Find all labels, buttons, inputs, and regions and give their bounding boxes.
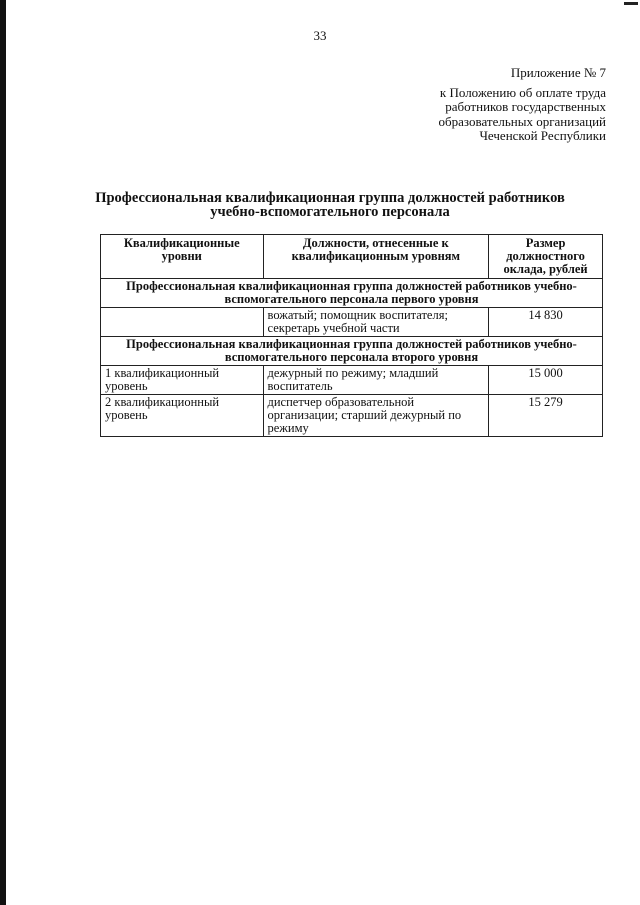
table-row bbox=[101, 395, 603, 437]
table-row bbox=[101, 308, 603, 337]
appendix-line: образовательных организаций bbox=[438, 113, 606, 129]
header-salary: Размер должностного оклада, рублей bbox=[489, 235, 603, 279]
appendix-header bbox=[439, 66, 606, 144]
cell-level: 2 квалификационный уровень bbox=[101, 395, 264, 437]
title-line: Профессиональная квалификационная группа должностей работников bbox=[95, 190, 565, 206]
cell-positions: диспетчер образовательной организации; старший дежурный по режиму bbox=[263, 395, 489, 437]
appendix-line: Чеченской Республики bbox=[479, 128, 606, 143]
table-header-row bbox=[101, 235, 603, 279]
appendix-line: работников государственных bbox=[445, 99, 606, 114]
cell-salary: 15 279 bbox=[489, 395, 603, 437]
group-title: Профессиональная квалификационная группа должностей работников учебно-вспомогательного персонала второго уровня bbox=[101, 337, 603, 366]
header-positions: Должности, отнесенные к квалификационным уровням bbox=[263, 235, 489, 279]
document-title bbox=[60, 191, 600, 219]
title-line: учебно-вспомогательного персонала bbox=[210, 204, 450, 220]
salary-table bbox=[100, 234, 603, 437]
scan-corner-mark bbox=[624, 2, 638, 5]
cell-salary: 14 830 bbox=[489, 308, 603, 337]
appendix-number: Приложение № 7 bbox=[510, 65, 606, 80]
appendix-line: к Положению об оплате труда bbox=[439, 84, 606, 100]
cell-positions: дежурный по режиму; младший воспитатель bbox=[263, 366, 489, 395]
cell-salary: 15 000 bbox=[489, 366, 603, 395]
scan-edge-bar bbox=[0, 0, 6, 905]
header-levels: Квалификационные уровни bbox=[101, 235, 264, 279]
page-number: 33 bbox=[313, 28, 327, 43]
group-row bbox=[101, 279, 603, 308]
cell-level bbox=[101, 308, 264, 337]
group-title: Профессиональная квалификационная группа должностей работников учебно-вспомогательного персонала первого уровня bbox=[101, 279, 603, 308]
cell-level: 1 квалификационный уровень bbox=[101, 366, 264, 395]
cell-positions: вожатый; помощник воспитателя; секретарь учебной части bbox=[263, 308, 489, 337]
table-row bbox=[101, 366, 603, 395]
group-row bbox=[101, 337, 603, 366]
